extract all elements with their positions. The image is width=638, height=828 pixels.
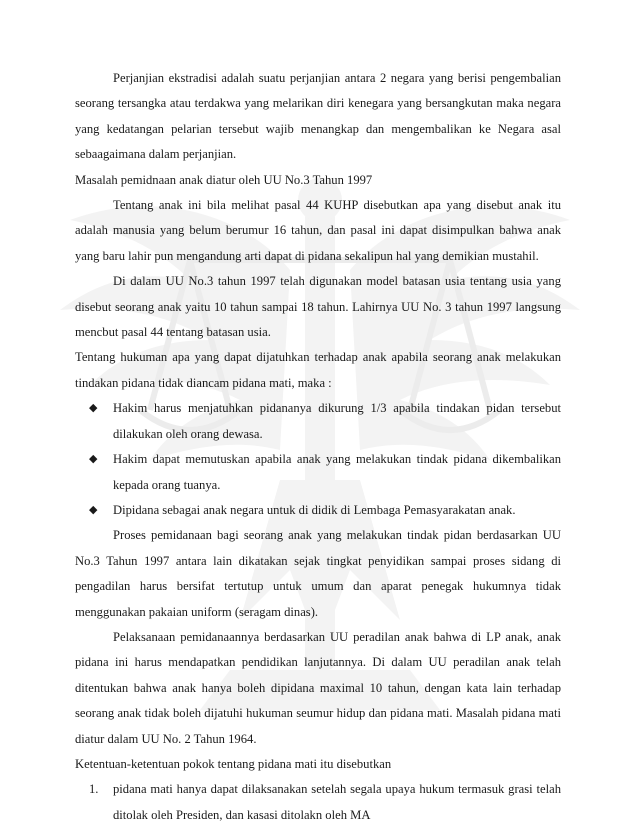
document-page	[75, 66, 561, 828]
paragraph-extradition: Perjanjian ekstradisi adalah suatu perjanjian antara 2 negara yang berisi pengembalian seorang tersangka atau terdakwa yang melarikan diri kenegara yang bersangkutan maka negara yang kedatangan pelarian tersebut wajib menangkap dan mengembalikan ke Negara asal sebaagaimana dalam perjanjian.	[75, 71, 561, 162]
heading-death-penalty-provisions: Ketentuan-ketentuan pokok tentang pidana mati itu disebutkan	[75, 756, 392, 771]
list-item: ◆ Dipidana sebagai anak negara untuk di didik di Lembaga Pemasyarakatan anak.	[75, 498, 561, 523]
paragraph-implementation: Pelaksanaan pemidanaannya berdasarkan UU peradilan anak bahwa di LP anak, anak pidana ini harus mendapatkan pendidikan lanjutannya. Di dalam UU peradilan anak telah ditentukan bahwa anak hanya boleh dipidana maximal 10 tahun, dengan kata lain terhadap seorang anak tidak boleh dijatuhi hukuman seumur hidup dan pidana mati. Masalah pidana mati diatur dalam UU No. 2 Tahun 1964.	[75, 629, 561, 746]
punishment-list	[75, 396, 561, 523]
diamond-bullet-icon: ◆	[89, 453, 98, 466]
list-item: ◆ Hakim dapat memutuskan apabila anak yang melakukan tindak pidana dikembalikan kepada orang tuanya.	[75, 447, 561, 498]
paragraph-punishment: Tentang hukuman apa yang dapat dijatuhkan terhadap anak apabila seorang anak melakukan tindakan pidana tidak diancam pidana mati, maka :	[75, 350, 561, 390]
paragraph-process: Proses pemidanaan bagi seorang anak yang melakukan tindak pidan berdasarkan UU No.3 Tahun 1997 antara lain dikatakan sejak tingkat penyidikan sampai proses sidang di pengadilan harus bersifat tertutup untuk umum dan aparat penegak hukumnya tidak menggunakan pakaian uniform (seragam dinas).	[75, 528, 561, 619]
list-item: ◆ Hakim harus menjatuhkan pidananya dikurung 1/3 apabila tindakan pidan tersebut dilakukan oleh orang dewasa.	[75, 396, 561, 447]
paragraph-article-44: Tentang anak ini bila melihat pasal 44 KUHP disebutkan apa yang disebut anak itu adalah manusia yang belum berumur 16 tahun, dan pasal ini dapat disimpulkan bahwa anak yang baru lahir pun mengandung arti dapat di pidana sekalipun hal yang demikian mustahil.	[75, 198, 561, 263]
heading-child-sentencing: Masalah pemidnaan anak diatur oleh UU No.3 Tahun 1997	[75, 172, 373, 187]
diamond-bullet-icon: ◆	[89, 503, 98, 516]
death-penalty-list	[75, 777, 561, 828]
diamond-bullet-icon: ◆	[89, 402, 98, 415]
list-item: 1. pidana mati hanya dapat dilaksanakan setelah segala upaya hukum termasuk grasi telah ditolak oleh Presiden, dan kasasi ditolakn oleh MA	[89, 782, 561, 822]
paragraph-age-limit: Di dalam UU No.3 tahun 1997 telah digunakan model batasan usia tentang usia yang disebut seorang anak yaitu 10 tahun sampai 18 tahun. Lahirnya UU No. 3 tahun 1997 langsung mencbut pasal 44 tentang batasan usia.	[75, 274, 561, 340]
